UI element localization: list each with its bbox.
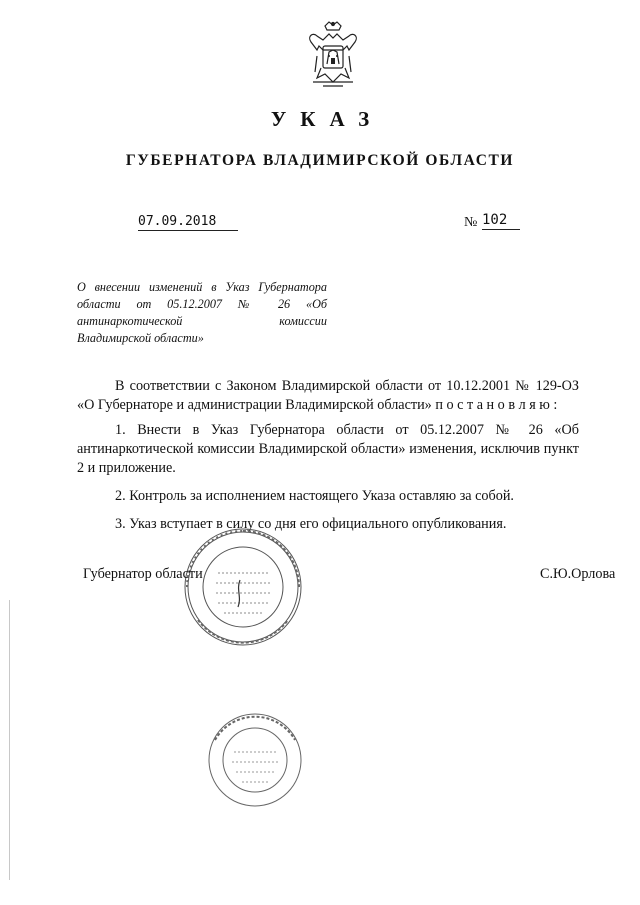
subject-block [77,279,327,347]
body-paragraph: В соответствии с Законом Владимирской области от 10.12.2001 № 129-ОЗ «О Губернаторе и администрации Владимирской области» п о с т а н о в л я ю : [77,378,579,413]
subject-line: О внесении изменений в Указ Губернатора [77,280,327,294]
body-paragraph: 2. Контроль за исполнением настоящего Указа оставляю за собой. [115,488,514,504]
signatory-title: Губернатор области [83,566,203,582]
body-paragraph: 3. Указ вступает в силу со дня его официального опубликования. [115,516,507,532]
document-number: 102 [482,212,520,230]
subject-line: антинаркотической комиссии [77,314,327,328]
signatory-name: С.Ю.Орлова [540,566,616,582]
number-label: № [464,215,478,230]
document-body [77,377,579,534]
document-subtitle: ГУБЕРНАТОРА ВЛАДИМИРСКОЙ ОБЛАСТИ [125,152,515,169]
official-seal-stamp [178,525,308,650]
coat-of-arms-icon [303,20,363,90]
document-date: 07.09.2018 [138,214,238,231]
document-title: УКАЗ [270,107,384,131]
scan-margin-line [9,600,10,880]
subject-line: Владимирской области» [77,331,204,345]
body-paragraph: 1. Внести в Указ Губернатора области от 05.12.2007 № 26 «Об антинаркотической комиссии Владимирской области» изменения, исключив пункт 2 и приложение. [77,422,579,476]
copy-seal-stamp [200,710,310,810]
subject-line: области от 05.12.2007 № 26 «Об [77,297,327,311]
